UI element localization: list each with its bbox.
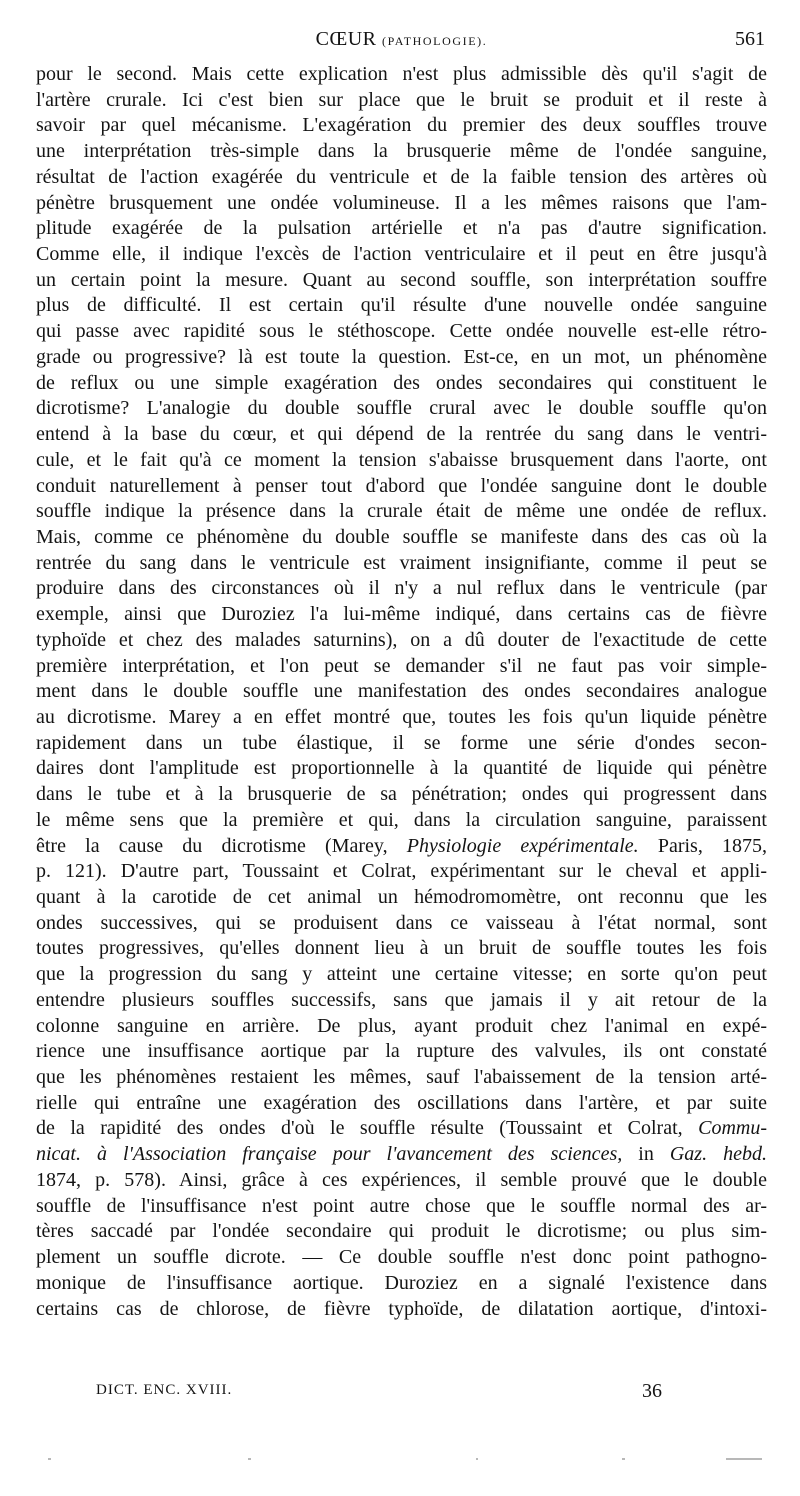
text-line: typhoïde et chez des malades saturnins), on a dû douter de l'exactitude de cette — [36, 628, 767, 651]
text-line: nicat. à l'Association française pour l'avancement des sciences, in Gaz. hebd. — [36, 1143, 767, 1166]
text-line: être la cause du dicrotisme (Marey, Physiologie expérimentale. Paris, 1875, — [36, 834, 767, 857]
text-line: plement un souffle dicrote. — Ce double souffle n'est donc point pathogno- — [36, 1246, 767, 1269]
text-line: savoir par quel mécanisme. L'exagération du premier des deux souffles trouve — [36, 114, 767, 137]
italic-citation: Physiologie expérimentale. — [406, 834, 639, 857]
text-line: plitude exagérée de la pulsation artérielle et n'a pas d'autre signification. — [36, 217, 767, 240]
text-line: colonne sanguine en arrière. De plus, ayant produit chez l'animal en expé- — [36, 1014, 767, 1037]
text-line: souffle indique la présence dans la crurale était de même une ondée de reflux. — [36, 500, 767, 523]
text-line: résultat de l'action exagérée du ventricule et de la faible tension des artères où — [36, 165, 767, 188]
text-line: cule, et le fait qu'à ce moment la tension s'abaisse brusquement dans l'aorte, ont — [36, 448, 767, 471]
text-line: toutes progressives, qu'elles donnent lieu à un bruit de souffle toutes les fois — [36, 937, 767, 960]
text-line: ment dans le double souffle une manifestation des ondes secondaires analogue — [36, 680, 767, 703]
text-line: souffle de l'insuffisance n'est point autre chose que le souffle normal des ar- — [36, 1194, 767, 1217]
text-line: qui passe avec rapidité sous le stéthoscope. Cette ondée nouvelle est-elle rétro- — [36, 320, 767, 343]
speck — [48, 1458, 51, 1460]
running-title-main: CŒUR — [315, 28, 377, 50]
speck — [248, 1458, 251, 1460]
print-specks — [36, 1458, 767, 1462]
italic-citation: nicat. à l'Association française pour l'avancement des sciences, — [36, 1143, 623, 1166]
text-line: entendre plusieurs souffles successifs, sans que jamais il y ait retour de la — [36, 988, 767, 1011]
speck — [622, 1458, 625, 1460]
text-line: que les phénomènes restaient les mêmes, sauf l'abaissement de la tension arté- — [36, 1066, 767, 1089]
text-line: de la rapidité des ondes d'où le souffle résulte (Toussaint et Colrat, Commu- — [36, 1117, 767, 1140]
text-line: dicrotisme? L'analogie du double souffle crural avec le double souffle qu'on — [36, 397, 767, 420]
text-line: dans le tube et à la brusquerie de sa pénétration; ondes qui progressent dans — [36, 783, 767, 806]
running-title-sub: (PATHOLOGIE). — [382, 34, 488, 48]
text-line: rience une insuffisance aortique par la rupture des valvules, ils ont constaté — [36, 1040, 767, 1063]
text-line: de reflux ou une simple exagération des ondes secondaires qui constituent le — [36, 371, 767, 394]
text-line: monique de l'insuffisance aortique. Duroziez en a signalé l'existence dans — [36, 1271, 767, 1294]
text-line: p. 121). D'autre part, Toussaint et Colrat, expérimentant sur le cheval et appli- — [36, 860, 767, 883]
text-line: produire dans des circonstances où il n'y a nul reflux dans le ventricule (par — [36, 577, 767, 600]
text-line: un certain point la mesure. Quant au second souffle, son interprétation souffre — [36, 268, 767, 291]
text-line: entend à la base du cœur, et qui dépend de la rentrée du sang dans le ventri- — [36, 423, 767, 446]
italic-citation: Commu- — [698, 1117, 767, 1140]
italic-citation: Gaz. hebd. — [669, 1143, 767, 1166]
speck — [476, 1458, 478, 1460]
text-line: grade ou progressive? là est toute la question. Est-ce, en un mot, un phénomène — [36, 345, 767, 368]
text-line: rapidement dans un tube élastique, il se forme une série d'ondes secon- — [36, 731, 767, 754]
text-line: quant à la carotide de cet animal un hémodromomètre, ont reconnu que les — [36, 886, 767, 908]
text-line: plus de difficulté. Il est certain qu'il résulte d'une nouvelle ondée sanguine — [36, 294, 767, 317]
text-line: première interprétation, et l'on peut se demander s'il ne faut pas voir simple- — [36, 654, 767, 677]
page-number: 561 — [735, 28, 765, 50]
text-line: 1874, p. 578). Ainsi, grâce à ces expériences, il semble prouvé que le double — [36, 1168, 767, 1191]
speck — [726, 1458, 762, 1460]
text-line: certains cas de chlorose, de fièvre typhoïde, de dilatation aortique, d'intoxi- — [36, 1297, 767, 1320]
text-line: Comme elle, il indique l'excès de l'action ventriculaire et il peut en être jusqu'à — [36, 243, 767, 266]
text-line: l'artère crurale. Ici c'est bien sur place que le bruit se produit et il reste à — [36, 88, 767, 111]
text-line: daires dont l'amplitude est proportionnelle à la quantité de liquide qui pénètre — [36, 757, 767, 780]
running-head — [36, 28, 767, 58]
text-line: que la progression du sang y atteint une certaine vitesse; en sorte qu'on peut — [36, 963, 767, 986]
text-line: rielle qui entraîne une exagération des oscillations dans l'artère, et par suite — [36, 1091, 767, 1114]
text-line: rentrée du sang dans le ventricule est vraiment insignifiante, comme il peut se — [36, 551, 767, 574]
sheet-number: 36 — [642, 1380, 662, 1402]
text-line: le même sens que la première et qui, dans la circulation sanguine, paraissent — [36, 808, 767, 831]
page-footer — [36, 1380, 767, 1410]
text-line: ondes successives, qui se produisent dans ce vaisseau à l'état normal, sont — [36, 911, 767, 934]
running-title — [36, 28, 767, 51]
body-text — [36, 62, 767, 1322]
text-line: tères saccadé par l'ondée secondaire qui produit le dicrotisme; ou plus sim- — [36, 1220, 767, 1243]
text-line: pour le second. Mais cette explication n'est plus admissible dès qu'il s'agit de — [36, 63, 767, 85]
text-line: pénètre brusquement une ondée volumineuse. Il a les mêmes raisons que l'am- — [36, 191, 767, 214]
text-line: exemple, ainsi que Duroziez l'a lui-même indiqué, dans certains cas de fièvre — [36, 603, 767, 626]
text-line: une interprétation très-simple dans la brusquerie même de l'ondée sanguine, — [36, 140, 767, 163]
text-line: conduit naturellement à penser tout d'abord que l'ondée sanguine dont le double — [36, 474, 767, 497]
signature-mark: DICT. ENC. XVIII. — [96, 1382, 233, 1398]
text-line: Mais, comme ce phénomène du double souffle se manifeste dans des cas où la — [36, 525, 767, 548]
text-line: au dicrotisme. Marey a en effet montré que, toutes les fois qu'un liquide pénètre — [36, 705, 767, 728]
